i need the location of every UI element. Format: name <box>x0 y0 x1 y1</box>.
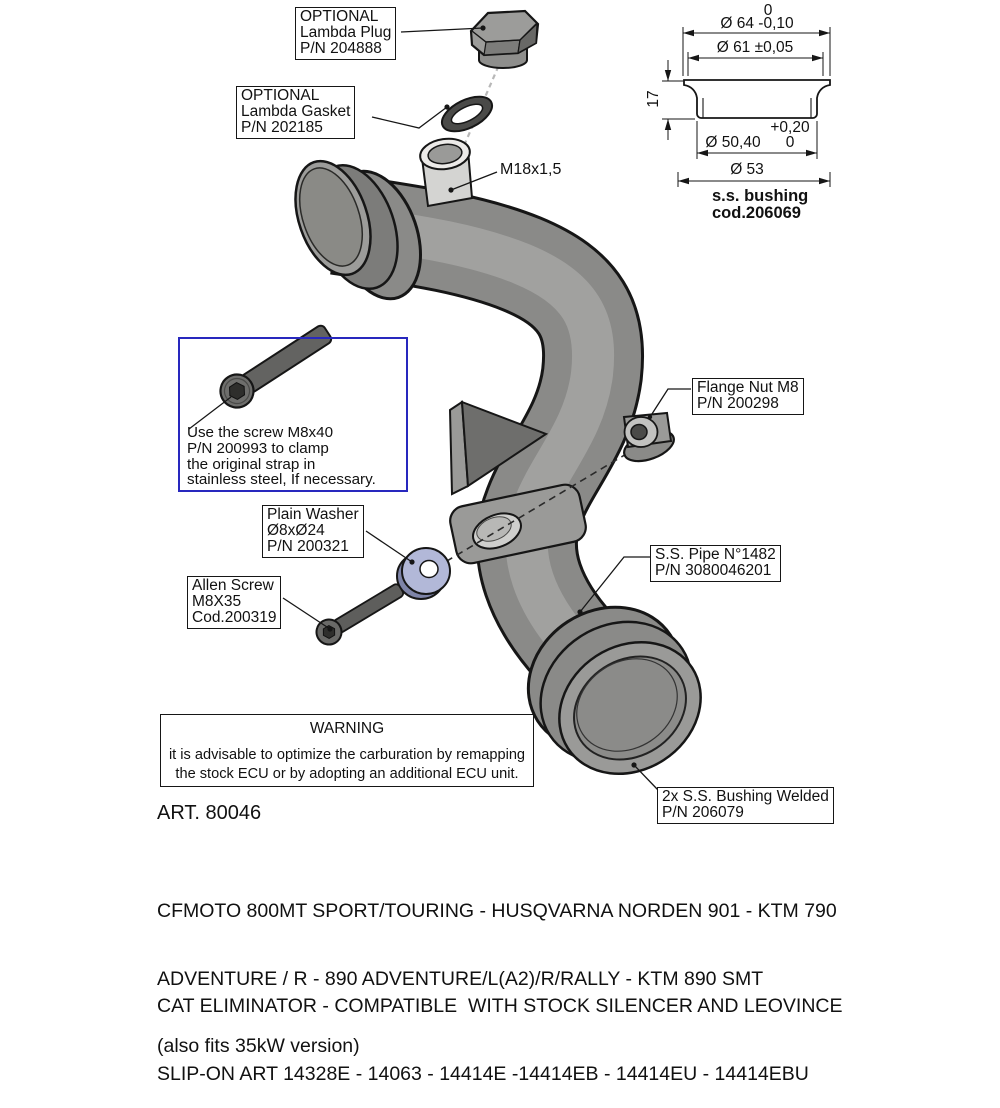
compatibility-text <box>157 950 843 1108</box>
label-lambda-plug <box>295 7 396 60</box>
label-thread-size: M18x1,5 <box>500 161 562 178</box>
warning-line: the stock ECU or by adopting an additional ECU unit. <box>175 766 519 782</box>
dim-d5040-tolerance-top: +0,20 <box>770 119 810 136</box>
label-line: 2x S.S. Bushing Welded <box>662 788 829 805</box>
dim-d64: Ø 64 -0,10 <box>720 15 794 32</box>
label-line: OPTIONAL <box>300 8 379 25</box>
dim-height-17: 17 <box>645 90 662 108</box>
bushing-caption <box>712 188 808 222</box>
caption-line: s.s. bushing <box>712 187 809 205</box>
dim-d64-tolerance-top: 0 <box>763 2 773 19</box>
flange-nut <box>620 413 678 467</box>
warning-body <box>161 746 533 784</box>
compatibility-line: CAT ELIMINATOR - COMPATIBLE WITH STOCK SILENCER AND LEOVINCE <box>157 995 843 1017</box>
label-line: Allen Screw <box>192 577 274 594</box>
dim-d5040: Ø 50,40 <box>705 134 761 151</box>
inlet-flange <box>282 151 437 310</box>
note-box <box>178 337 408 492</box>
warning-line: it is advisable to optimize the carburation by remapping <box>168 747 526 763</box>
article-number: ART. 80046 <box>157 802 262 824</box>
label-line: Ø8xØ24 <box>267 522 325 539</box>
fitment-line: ADVENTURE / R - 890 ADVENTURE/L(A2)/R/RALLY - KTM 890 SMT <box>157 967 764 990</box>
label-line: P/N 200298 <box>697 395 779 412</box>
label-line: Lambda Plug <box>300 24 392 41</box>
label-bushing-welded <box>657 787 834 824</box>
label-ss-pipe <box>650 545 781 582</box>
note-line: P/N 200993 to clamp <box>187 439 329 457</box>
dim-d53: Ø 53 <box>730 161 764 178</box>
lambda-plug <box>471 11 538 68</box>
plain-washer <box>397 548 450 599</box>
label-line: M8X35 <box>192 593 242 610</box>
dim-d61: Ø 61 ±0,05 <box>716 39 794 56</box>
label-lambda-gasket <box>236 86 355 139</box>
warning-box <box>160 714 534 787</box>
label-flange-nut <box>692 378 804 415</box>
compatibility-line: SLIP-ON ART 14328E - 14063 - 14414E -14414EB - 14414EU - 14414EBU <box>157 1062 809 1085</box>
label-line: S.S. Pipe N°1482 <box>655 546 776 563</box>
note-line: the original strap in <box>187 455 316 473</box>
caption-line: cod.206069 <box>712 204 801 222</box>
fitment-line: CFMOTO 800MT SPORT/TOURING - HUSQVARNA NORDEN 901 - KTM 790 <box>157 900 837 922</box>
label-line: P/N 3080046201 <box>655 562 772 579</box>
label-line: P/N 200321 <box>267 538 349 555</box>
warning-title: WARNING <box>309 720 385 737</box>
m18-bung <box>418 136 472 206</box>
note-line: Use the screw M8x40 <box>187 424 334 441</box>
lambda-gasket <box>437 90 498 139</box>
label-line: Plain Washer <box>267 506 359 523</box>
dim-d5040-tolerance-bottom: 0 <box>785 134 795 151</box>
label-allen-screw <box>187 576 281 629</box>
allen-screw <box>312 578 408 649</box>
label-line: P/N 204888 <box>300 40 382 57</box>
label-line: P/N 206079 <box>662 804 744 821</box>
label-line: P/N 202185 <box>241 119 323 136</box>
label-line: OPTIONAL <box>241 87 320 104</box>
note-text <box>187 425 376 488</box>
note-line: stainless steel, If necessary. <box>187 471 376 489</box>
label-line: Cod.200319 <box>192 609 277 626</box>
label-line: Flange Nut M8 <box>697 379 799 396</box>
fitment-line: (also fits 35kW version) <box>157 1035 360 1057</box>
label-plain-washer <box>262 505 364 558</box>
label-line: Lambda Gasket <box>241 103 351 120</box>
